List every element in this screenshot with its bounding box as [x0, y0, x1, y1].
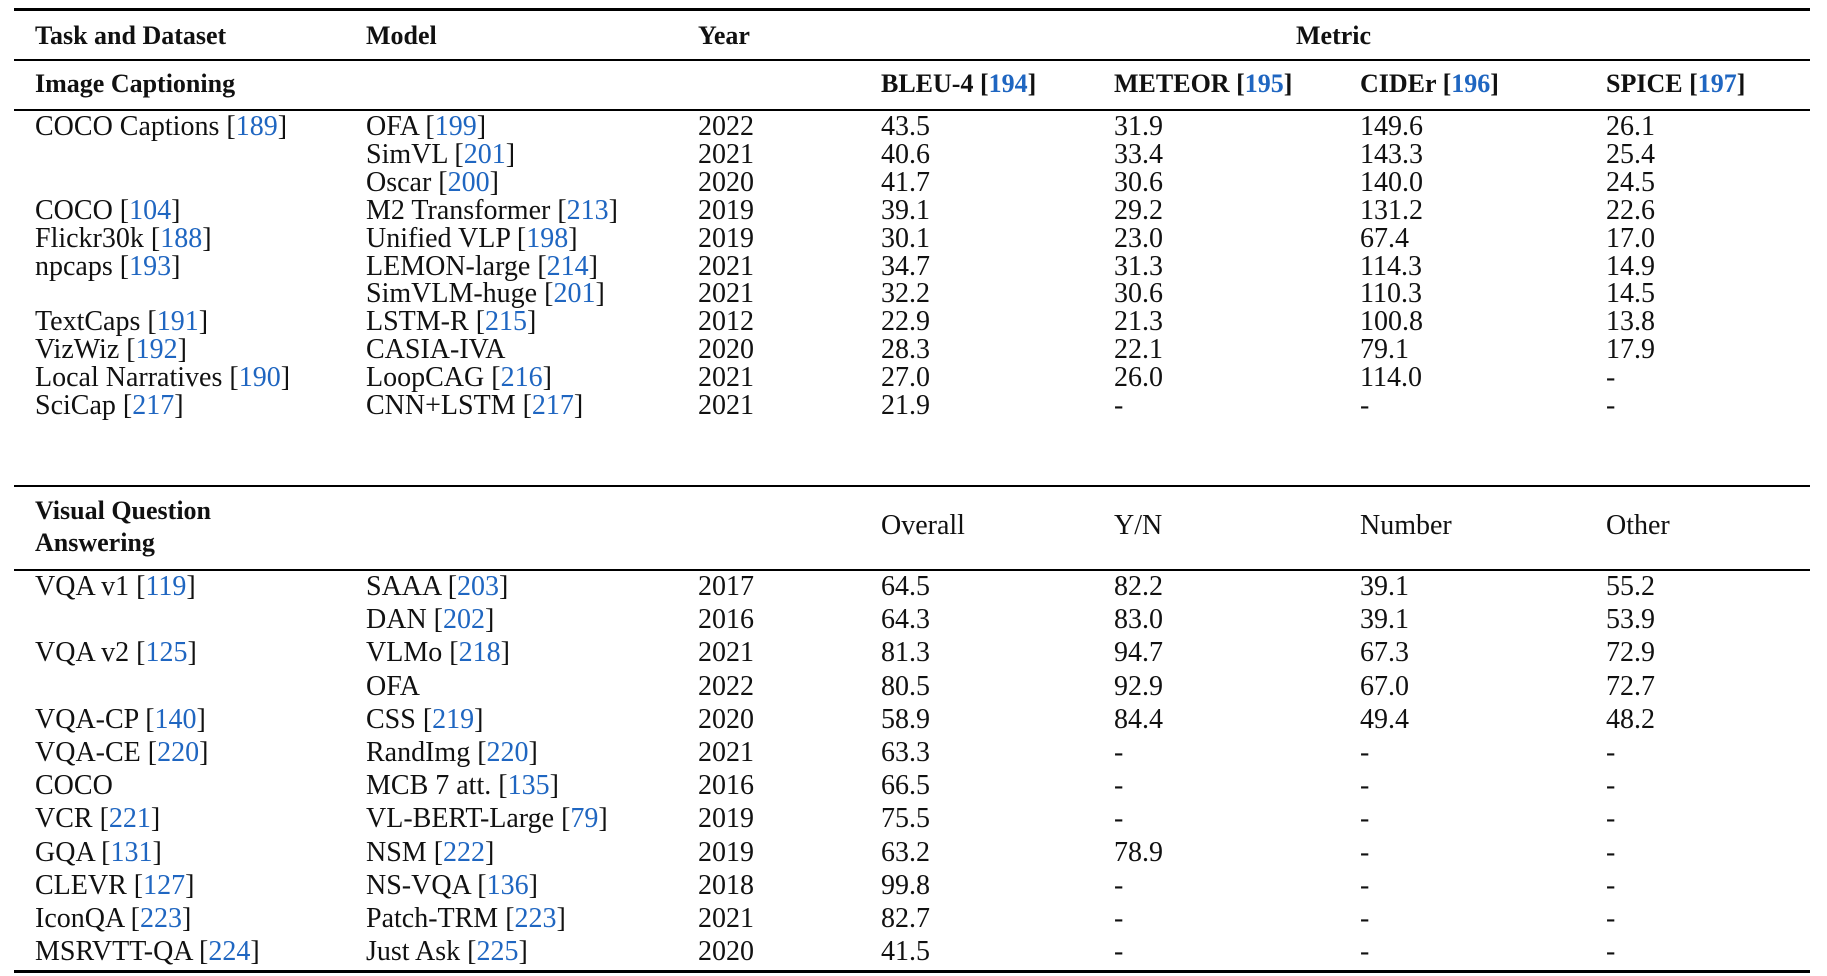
vqa-year-cell: 2018 — [698, 869, 754, 901]
vqa-model-citation-link[interactable]: 219 — [432, 703, 475, 735]
captioning-model-cell: LoopCAG [216] — [366, 362, 552, 394]
vqa-task-cell: VQA-CE [220] — [35, 737, 209, 768]
vqa-metric-value-cell: - — [1606, 903, 1616, 934]
vqa-metric-value-cell: 64.5 — [881, 571, 930, 602]
vqa-year-cell: 2019 — [698, 836, 754, 868]
vqa-model-citation-link[interactable]: 222 — [443, 836, 486, 868]
captioning-metric-value-cell: - — [1606, 390, 1616, 421]
vqa-model-citation-link[interactable]: 225 — [476, 936, 519, 968]
captioning-model-cell: M2 Transformer [213] — [366, 194, 618, 226]
vqa-metric-value-cell: 81.3 — [881, 637, 930, 669]
vqa-metric-header: Y/N — [1114, 510, 1163, 541]
vqa-model-citation-link[interactable]: 136 — [486, 869, 529, 901]
vqa-metric-value-cell: 92.9 — [1114, 670, 1163, 702]
vqa-metric-value-cell: - — [1114, 903, 1124, 934]
bottom-rule — [14, 970, 1810, 973]
captioning-metric-value-cell: 40.6 — [881, 138, 930, 170]
vqa-task-cell — [35, 770, 113, 802]
vqa-task-text: CLEVR — [35, 869, 134, 901]
vqa-metric-value-cell: 39.1 — [1360, 571, 1409, 602]
vqa-model-text: DAN — [366, 604, 434, 636]
captioning-metric-value-cell: 13.8 — [1606, 306, 1655, 338]
captioning-metric-value-cell: 23.0 — [1114, 222, 1163, 254]
vqa-model-text: SAAA — [366, 571, 448, 602]
captioning-model-citation-link[interactable]: 217 — [531, 390, 574, 421]
vqa-task-text: GQA — [35, 836, 102, 868]
vqa-year-cell: 2021 — [698, 737, 754, 768]
captioning-task-text: npcaps — [35, 250, 120, 282]
captioning-task-citation-link[interactable]: 189 — [235, 111, 278, 142]
vqa-metric-value-cell: 64.3 — [881, 604, 930, 636]
vqa-model-cell: DAN [202] — [366, 604, 495, 636]
captioning-task-text: Local Narratives — [35, 362, 230, 394]
captioning-metric-value-cell: 26.1 — [1606, 111, 1655, 142]
captioning-metric-value-cell: 28.3 — [881, 334, 930, 366]
vqa-metric-value-cell: 67.0 — [1360, 670, 1409, 702]
vqa-task-citation-link[interactable]: 223 — [139, 903, 182, 934]
captioning-model-cell: SimVL [201] — [366, 138, 516, 170]
top-rule — [14, 8, 1810, 11]
vqa-task-cell: IconQA [223] — [35, 903, 192, 934]
captioning-task-text: SciCap — [35, 390, 123, 421]
vqa-metric-header: Overall — [881, 510, 965, 541]
vqa-model-citation-link[interactable]: 203 — [457, 571, 500, 602]
vqa-model-text: Just Ask — [366, 936, 468, 968]
captioning-metric-value-cell: 100.8 — [1360, 306, 1423, 338]
vqa-task-cell: VQA-CP [140] — [35, 703, 206, 735]
captioning-model-citation-link[interactable]: 201 — [463, 138, 506, 170]
captioning-metric-value-cell: 39.1 — [881, 194, 930, 226]
vqa-model-text: NSM — [366, 836, 434, 868]
captioning-year-cell: 2012 — [698, 306, 754, 338]
header-year: Year — [698, 21, 750, 50]
vqa-model-citation-link[interactable]: 135 — [507, 770, 550, 802]
vqa-task-citation-link[interactable]: 127 — [143, 869, 186, 901]
captioning-metric-value-cell: 29.2 — [1114, 194, 1163, 226]
vqa-model-cell: Just Ask [225] — [366, 936, 528, 968]
vqa-task-citation-link[interactable]: 224 — [208, 936, 251, 968]
captioning-year-cell: 2019 — [698, 222, 754, 254]
vqa-model-text: CSS — [366, 703, 423, 735]
captioning-metric-value-cell: 14.9 — [1606, 250, 1655, 282]
captioning-task-citation-link[interactable]: 190 — [238, 362, 281, 394]
vqa-metric-value-cell: - — [1114, 869, 1124, 901]
captioning-model-cell: Oscar [200] — [366, 166, 499, 198]
vqa-top-rule — [14, 485, 1810, 487]
vqa-metric-header: Number — [1360, 510, 1452, 541]
captioning-model-citation-link[interactable]: 199 — [434, 111, 477, 142]
vqa-metric-value-cell: 72.7 — [1606, 670, 1655, 702]
vqa-metric-value-cell: 48.2 — [1606, 703, 1655, 735]
vqa-model-citation-link[interactable]: 218 — [458, 637, 501, 669]
captioning-metric-value-cell: - — [1360, 390, 1370, 421]
captioning-task-text: VizWiz — [35, 334, 127, 366]
captioning-metric-value-cell: 30.6 — [1114, 278, 1163, 310]
vqa-metric-value-cell: 83.0 — [1114, 604, 1163, 636]
captioning-model-text: LSTM-R — [366, 306, 476, 338]
captioning-metric-value-cell: 143.3 — [1360, 138, 1423, 170]
captioning-metric-value-cell: 43.5 — [881, 111, 930, 142]
captioning-metric-value-cell: 32.2 — [881, 278, 930, 310]
captioning-task-citation-link[interactable]: 193 — [129, 250, 172, 282]
captioning-metric-header: METEOR [195] — [1114, 69, 1293, 98]
vqa-task-citation-link[interactable]: 220 — [157, 737, 200, 768]
vqa-metric-value-cell: - — [1606, 936, 1616, 968]
captioning-model-citation-link[interactable]: 198 — [526, 222, 569, 254]
captioning-metric-value-cell: 22.9 — [881, 306, 930, 338]
vqa-task-text: COCO — [35, 770, 113, 802]
captioning-metric-value-cell: 79.1 — [1360, 334, 1409, 366]
captioning-year-cell: 2021 — [698, 362, 754, 394]
vqa-metric-value-cell: 72.9 — [1606, 637, 1655, 669]
vqa-task-cell: GQA [131] — [35, 836, 162, 868]
vqa-year-cell: 2021 — [698, 637, 754, 669]
captioning-metric-header: CIDEr [196] — [1360, 69, 1499, 98]
vqa-model-text: NS-VQA — [366, 869, 478, 901]
vqa-metric-value-cell: 84.4 — [1114, 703, 1163, 735]
captioning-task-citation-link[interactable]: 217 — [132, 390, 175, 421]
vqa-metric-value-cell: 75.5 — [881, 803, 930, 835]
vqa-metric-value-cell: 94.7 — [1114, 637, 1163, 669]
vqa-task-cell: CLEVR [127] — [35, 869, 195, 901]
vqa-metric-value-cell: 63.3 — [881, 737, 930, 768]
captioning-metric-value-cell: 110.3 — [1360, 278, 1422, 310]
captioning-year-cell: 2020 — [698, 334, 754, 366]
vqa-metric-value-cell: - — [1606, 803, 1616, 835]
vqa-metric-value-cell: 66.5 — [881, 770, 930, 802]
vqa-model-text: VL-BERT-Large — [366, 803, 562, 835]
captioning-metric-text: CIDEr — [1360, 69, 1443, 98]
captioning-metric-value-cell: 17.9 — [1606, 334, 1655, 366]
vqa-year-cell: 2017 — [698, 571, 754, 602]
captioning-model-citation-link[interactable]: 201 — [553, 278, 596, 310]
vqa-metric-value-cell: - — [1360, 836, 1370, 868]
vqa-model-cell — [366, 671, 420, 703]
captioning-year-cell: 2022 — [698, 111, 754, 142]
captioning-metric-value-cell: 140.0 — [1360, 166, 1423, 198]
captioning-metric-header: BLEU-4 [194] — [881, 69, 1037, 98]
captioning-metric-value-cell: 21.3 — [1114, 306, 1163, 338]
vqa-task-text: MSRVTT-QA — [35, 936, 199, 968]
captioning-metric-value-cell: 14.5 — [1606, 278, 1655, 310]
captioning-task-cell: Local Narratives [190] — [35, 362, 291, 394]
captioning-metric-value-cell: 67.4 — [1360, 222, 1409, 254]
captioning-metric-value-cell: 41.7 — [881, 166, 930, 198]
vqa-task-cell: VQA v1 [119] — [35, 571, 196, 602]
captioning-metric-value-cell: 26.0 — [1114, 362, 1163, 394]
vqa-model-text: MCB 7 att. — [366, 770, 499, 802]
captioning-year-cell: 2019 — [698, 194, 754, 226]
vqa-metric-value-cell: 39.1 — [1360, 604, 1409, 636]
header-model: Model — [366, 21, 437, 50]
captioning-year-cell: 2021 — [698, 250, 754, 282]
vqa-model-citation-link[interactable]: 220 — [486, 737, 529, 768]
vqa-metric-value-cell: - — [1360, 869, 1370, 901]
captioning-metric-value-cell: 149.6 — [1360, 111, 1423, 142]
captioning-model-text: Unified VLP — [366, 222, 517, 254]
vqa-task-citation-link[interactable]: 140 — [154, 703, 197, 735]
captioning-metric-value-cell: - — [1606, 362, 1616, 394]
captioning-metric-value-cell: 34.7 — [881, 250, 930, 282]
captioning-task-cell: npcaps [193] — [35, 250, 181, 282]
captioning-metric-text: METEOR — [1114, 69, 1237, 98]
vqa-metric-value-cell: - — [1114, 936, 1124, 968]
vqa-task-citation-link[interactable]: 125 — [145, 637, 188, 669]
captioning-task-cell: VizWiz [192] — [35, 334, 187, 366]
captioning-metric-value-cell: - — [1114, 390, 1124, 421]
captioning-metric-value-cell: 30.6 — [1114, 166, 1163, 198]
vqa-metric-value-cell: 63.2 — [881, 836, 930, 868]
captioning-model-text: LoopCAG — [366, 362, 492, 394]
captioning-year-cell: 2021 — [698, 278, 754, 310]
captioning-metric-header: SPICE [197] — [1606, 69, 1746, 98]
captioning-model-cell: LSTM-R [215] — [366, 306, 537, 338]
vqa-metric-value-cell: - — [1360, 903, 1370, 934]
captioning-metric-value-cell: 24.5 — [1606, 166, 1655, 198]
captioning-model-cell: CNN+LSTM [217] — [366, 390, 584, 421]
captioning-task-citation-link[interactable]: 191 — [156, 306, 199, 338]
vqa-metric-value-cell: 55.2 — [1606, 571, 1655, 602]
captioning-model-citation-link[interactable]: 214 — [546, 250, 589, 282]
captioning-model-cell: LEMON-large [214] — [366, 250, 598, 282]
vqa-model-text: Patch-TRM — [366, 903, 506, 934]
vqa-model-cell: NS-VQA [136] — [366, 869, 538, 901]
vqa-task-text: VQA-CE — [35, 737, 148, 768]
captioning-metric-value-cell: 33.4 — [1114, 138, 1163, 170]
captioning-model-citation-link[interactable]: 213 — [566, 194, 609, 226]
vqa-metric-value-cell: - — [1114, 770, 1124, 802]
captioning-metric-value-cell: 21.9 — [881, 390, 930, 421]
vqa-metric-header: Other — [1606, 510, 1670, 541]
vqa-model-text: RandImg — [366, 737, 478, 768]
vqa-task-citation-link[interactable]: 119 — [145, 571, 187, 602]
vqa-model-text: VLMo — [366, 637, 450, 669]
captioning-metric-value-cell: 25.4 — [1606, 138, 1655, 170]
vqa-metric-value-cell: 41.5 — [881, 936, 930, 968]
captioning-metric-citation-link[interactable]: 195 — [1244, 69, 1284, 98]
captioning-metric-value-cell: 114.3 — [1360, 250, 1422, 282]
vqa-task-text: IconQA — [35, 903, 131, 934]
captioning-model-cell: Unified VLP [198] — [366, 222, 578, 254]
captioning-year-cell: 2021 — [698, 390, 754, 421]
vqa-model-cell: SAAA [203] — [366, 571, 509, 602]
captioning-task-text: TextCaps — [35, 306, 148, 338]
vqa-year-cell: 2016 — [698, 770, 754, 802]
vqa-model-text: OFA — [366, 670, 420, 702]
captioning-metric-text: BLEU-4 — [881, 69, 980, 98]
vqa-metric-value-cell: 53.9 — [1606, 604, 1655, 636]
vqa-metric-value-cell: 99.8 — [881, 869, 930, 901]
captioning-model-text: SimVL — [366, 138, 455, 170]
vqa-metric-value-cell: - — [1360, 803, 1370, 835]
vqa-metric-value-cell: - — [1114, 737, 1124, 768]
captioning-metric-value-cell: 31.3 — [1114, 250, 1163, 282]
header-task: Task and Dataset — [35, 21, 227, 50]
vqa-metric-value-cell: 82.2 — [1114, 571, 1163, 602]
captioning-task-cell: COCO [104] — [35, 194, 181, 226]
vqa-model-cell: VL-BERT-Large [79] — [366, 803, 608, 835]
captioning-model-text: Oscar — [366, 166, 439, 198]
captioning-model-citation-link[interactable]: 200 — [447, 166, 490, 198]
captioning-section-title: Image Captioning — [35, 69, 236, 98]
captioning-task-citation-link[interactable]: 192 — [135, 334, 178, 366]
vqa-model-cell: CSS [219] — [366, 703, 484, 735]
vqa-model-cell: MCB 7 att. [135] — [366, 770, 559, 802]
vqa-metric-value-cell: - — [1606, 770, 1616, 802]
vqa-section-title: Visual Question Answering — [35, 496, 212, 557]
captioning-model-cell: SimVLM-huge [201] — [366, 278, 605, 310]
captioning-task-text: Flickr30k — [35, 222, 151, 254]
vqa-metric-value-cell: 67.3 — [1360, 637, 1409, 669]
vqa-metric-value-cell: - — [1606, 869, 1616, 901]
captioning-model-citation-link[interactable]: 215 — [485, 306, 528, 338]
vqa-task-cell: VCR [221] — [35, 803, 161, 835]
captioning-model-text: LEMON-large — [366, 250, 538, 282]
vqa-metric-value-cell: - — [1114, 803, 1124, 835]
vqa-year-cell: 2020 — [698, 703, 754, 735]
captioning-year-cell: 2020 — [698, 166, 754, 198]
vqa-year-cell: 2016 — [698, 604, 754, 636]
vqa-year-cell: 2022 — [698, 670, 754, 702]
captioning-metric-text: SPICE — [1606, 69, 1690, 98]
captioning-year-cell: 2021 — [698, 138, 754, 170]
captioning-model-text: SimVLM-huge — [366, 278, 545, 310]
captioning-metric-value-cell: 131.2 — [1360, 194, 1423, 226]
captioning-task-cell: SciCap [217] — [35, 390, 184, 421]
vqa-metric-value-cell: 58.9 — [881, 703, 930, 735]
vqa-metric-value-cell: 49.4 — [1360, 703, 1409, 735]
captioning-task-cell: COCO Captions [189] — [35, 111, 288, 142]
captioning-task-citation-link[interactable]: 104 — [129, 194, 172, 226]
vqa-metric-value-cell: - — [1606, 836, 1616, 868]
captioning-task-cell: TextCaps [191] — [35, 306, 209, 338]
captioning-model-text: M2 Transformer — [366, 194, 558, 226]
vqa-task-text: VQA v2 — [35, 637, 137, 669]
captioning-model-text: CASIA-IVA — [366, 334, 506, 366]
vqa-model-citation-link[interactable]: 79 — [570, 803, 599, 835]
captioning-task-cell: Flickr30k [188] — [35, 222, 212, 254]
vqa-year-cell: 2019 — [698, 803, 754, 835]
captioning-metric-value-cell: 27.0 — [881, 362, 930, 394]
vqa-metric-value-cell: - — [1360, 936, 1370, 968]
captioning-task-text: COCO Captions — [35, 111, 227, 142]
vqa-task-text: VQA v1 — [35, 571, 137, 602]
vqa-model-cell: NSM [222] — [366, 836, 495, 868]
vqa-model-cell: Patch-TRM [223] — [366, 903, 566, 934]
vqa-task-citation-link[interactable]: 221 — [108, 803, 151, 835]
captioning-metric-citation-link[interactable]: 197 — [1697, 69, 1737, 98]
vqa-task-text: VQA-CP — [35, 703, 146, 735]
captioning-metric-citation-link[interactable]: 194 — [988, 69, 1028, 98]
vqa-model-citation-link[interactable]: 223 — [514, 903, 557, 934]
vqa-model-cell: VLMo [218] — [366, 637, 510, 669]
vqa-metric-value-cell: 82.7 — [881, 903, 930, 934]
vqa-task-cell: VQA v2 [125] — [35, 637, 197, 669]
captioning-metric-value-cell: 22.6 — [1606, 194, 1655, 226]
captioning-metric-value-cell: 30.1 — [881, 222, 930, 254]
header-rule — [14, 59, 1810, 61]
captioning-metric-value-cell: 17.0 — [1606, 222, 1655, 254]
vqa-model-cell: RandImg [220] — [366, 737, 538, 768]
vqa-model-citation-link[interactable]: 202 — [443, 604, 485, 636]
captioning-model-citation-link[interactable]: 216 — [500, 362, 543, 394]
captioning-model-text: CNN+LSTM — [366, 390, 523, 421]
captioning-model-text: OFA — [366, 111, 426, 142]
captioning-task-text: COCO — [35, 194, 120, 226]
vqa-task-text: VCR — [35, 803, 100, 835]
captioning-metric-value-cell: 114.0 — [1360, 362, 1422, 394]
captioning-metric-value-cell: 22.1 — [1114, 334, 1163, 366]
vqa-metric-value-cell: - — [1360, 770, 1370, 802]
vqa-metric-value-cell: 80.5 — [881, 670, 930, 702]
captioning-task-citation-link[interactable]: 188 — [160, 222, 203, 254]
captioning-metric-value-cell: 31.9 — [1114, 111, 1163, 142]
captioning-model-cell: OFA [199] — [366, 111, 487, 142]
vqa-year-cell: 2020 — [698, 936, 754, 968]
vqa-metric-value-cell: 78.9 — [1114, 836, 1163, 868]
vqa-year-cell: 2021 — [698, 903, 754, 934]
captioning-metric-citation-link[interactable]: 196 — [1451, 69, 1491, 98]
vqa-task-cell: MSRVTT-QA [224] — [35, 936, 260, 968]
vqa-metric-value-cell: - — [1606, 737, 1616, 768]
vqa-task-citation-link[interactable]: 131 — [110, 836, 153, 868]
vqa-metric-value-cell: - — [1360, 737, 1370, 768]
header-metric: Metric — [1296, 21, 1372, 50]
